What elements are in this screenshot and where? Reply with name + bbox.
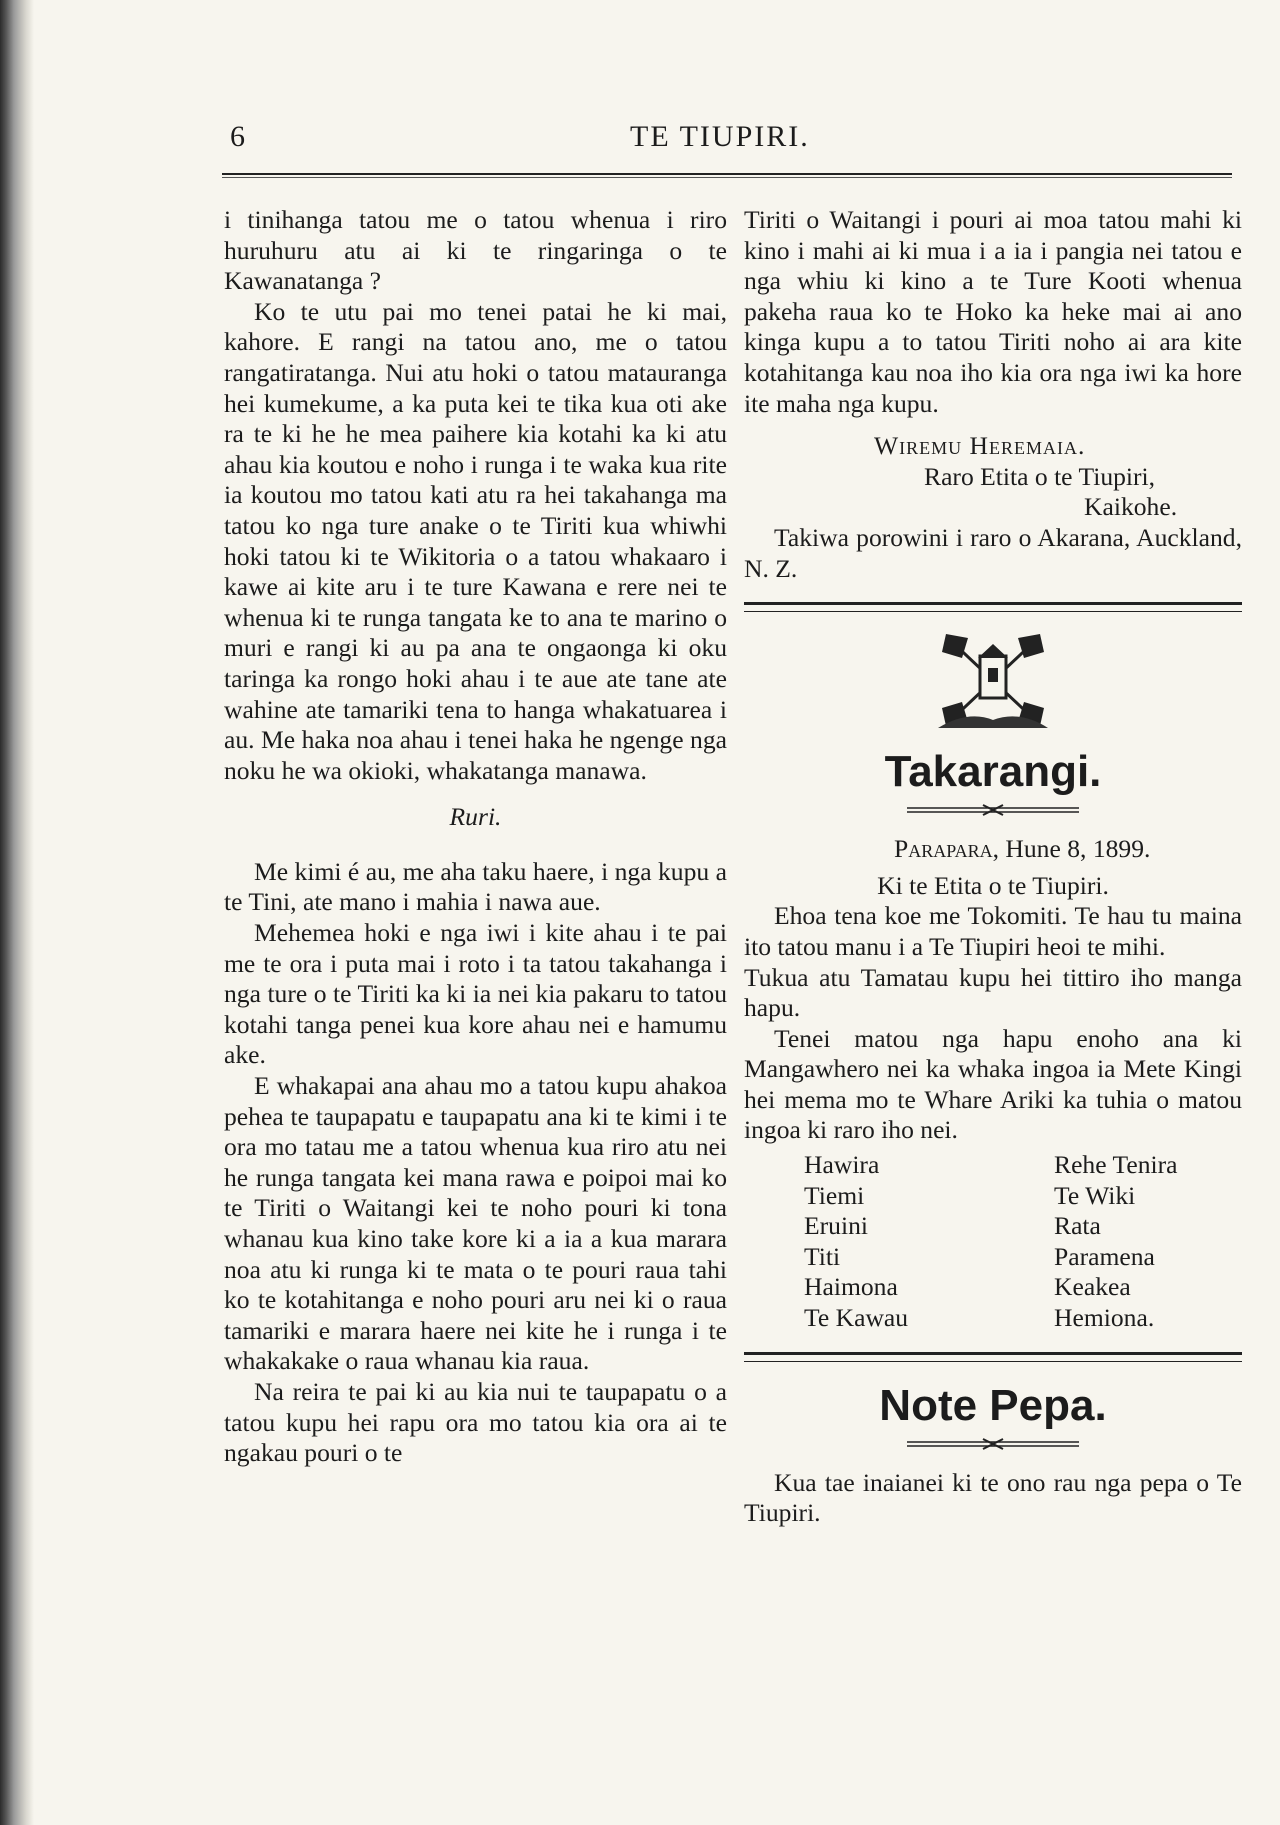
signatory-names	[744, 1150, 1242, 1334]
page-header	[230, 120, 1230, 160]
right-column	[744, 205, 1242, 1529]
name-entry: Te Kawau	[804, 1303, 909, 1333]
name-entry: Hemiona.	[1054, 1303, 1155, 1333]
paragraph: Tenei matou nga hapu enoho ana ki Mangawhero nei ka whaka ingoa ia Mete Kingi hei mema mo te Whare Ariki ka tuhia o matou ingoa ki raro iho nei.	[744, 1023, 1242, 1145]
paragraph: Mehemea hoki e nga iwi i kite ahau i te pai me te ora i puta mai i roto i ta tatou takahanga i nga ture o te Tiriti ka ki ia nei kia pakaru to tatou kotahi tanga penei kua kore ahau nei e hamumu ake.	[224, 918, 727, 1070]
paragraph: Tiriti o Waitangi i pouri ai moa tatou mahi ki kino i mahi ai ki mua i a ia i pangia nei tatou e nga whiu ki kino a te Ture Kooti whenua pakeha raua ko te Hoko ka heke mai ai ano kinga kupu a to tatou Tiriti noho ai ara kite kotahitanga kau noa iho kia ora nga iwi ka hore ite maha nga kupu.	[744, 205, 1242, 418]
salutation: Ki te Etita o te Tiupiri.	[877, 870, 1109, 900]
windmill-emblem-icon	[928, 628, 1058, 738]
address-line: Raro Etita o te Tiupiri,	[924, 461, 1156, 491]
address-line: Takiwa porowini i raro o Akarana, Auckland, N. Z.	[744, 522, 1242, 583]
paragraph: Ehoa tena koe me Tokomiti. Te hau tu maina ito tatou manu i a Te Tiupiri heoi te mihi.	[744, 901, 1242, 961]
name-entry: Haimona	[804, 1272, 898, 1302]
paragraph: Kua tae inaianei ki te ono rau nga pepa o Te Tiupiri.	[744, 1467, 1242, 1528]
paragraph: Na reira te pai ki au kia nui te taupapatu o a tatou kupu hei rapu ora mo tatou kia ora ai te ngakau pouri o te	[224, 1376, 727, 1468]
paragraph: Me kimi é au, me aha taku haere, i nga kupu a te Tini, ate mano i mahia i nawa aue.	[224, 856, 727, 917]
page-number: 6	[230, 120, 245, 153]
paragraph: i tinihanga tatou me o tatou whenua i riro huruhuru atu ai ki te ringaringa o te Kawanatanga ?	[224, 205, 727, 296]
name-entry: Keakea	[1054, 1272, 1131, 1302]
left-column	[224, 205, 727, 1469]
name-entry: Hawira	[804, 1150, 880, 1180]
section-title-ruri: Ruri.	[449, 802, 502, 832]
name-entry: Tiemi	[804, 1180, 865, 1210]
section-divider	[744, 1352, 1242, 1362]
dateline-date: Hune 8, 1899.	[1005, 834, 1151, 864]
page-binding-edge	[0, 0, 34, 1825]
section-title-takarangi: Takarangi.	[884, 747, 1102, 797]
name-entry: Eruini	[804, 1211, 868, 1241]
signature: Wiremu Heremaia.	[874, 431, 1086, 461]
section-divider	[744, 602, 1242, 612]
header-rule-thin	[222, 177, 1232, 178]
section-title-note-pepa: Note Pepa.	[879, 1380, 1107, 1430]
address-line: Kaikohe.	[1084, 492, 1178, 522]
paragraph: Tukua atu Tamatau kupu hei tittiro iho manga hapu.	[744, 962, 1242, 1023]
dateline-place: Parapara,	[894, 834, 999, 864]
name-entry: Titi	[804, 1241, 841, 1271]
ornament-divider-icon	[903, 1438, 1083, 1450]
paragraph: Ko te utu pai mo tenei patai he ki mai, kahore. E rangi na tatou ano, me o tatou rangatiratanga. Nui atu hoki o tatou matauranga hei kumekume, a ka puta kei te tika kua oti ake ra te ki he he mea paihere kia kotahi ka ki atu ahau kia koutou e noho i runga i te waka kua rite ia koutou mo tatou kati atu ra hei takahanga ma tatou ko nga ture anake o te Tiriti kua whiwhi hoki tatou ki te Wikitoria o a tatou whakaaro i kawe ai kite aru i te ture Kawana e rere nei te whenua ki te runga tangata ke to ana te marino o muri e rangi ki au pa ana te ongaonga ki oku taringa ka rongo hoki ahau i te aue ate tane ate wahine ate tamariki tena to hanga whakatuarea i au. Me haka noa ahau i tenei haka he ngenge nga noku he wa okioki, whakatanga manawa.	[224, 296, 727, 785]
page-title: TE TIUPIRI.	[630, 120, 810, 153]
dateline	[744, 834, 1242, 865]
name-entry: Te Wiki	[1054, 1180, 1136, 1210]
name-entry: Rehe Tenira	[1054, 1150, 1178, 1180]
paragraph: E whakapai ana ahau mo a tatou kupu ahakoa pehea te taupapatu e taupapatu ana ki te kimi i te ora mo tatau me a tatou whenua kua riro atu nei he runga tangata kei mana rawa e poipoi mai ko te Tiriti o Waitangi kei te noho pouri ki tona whanau kua kino take kore ki a ia a kua marara noa atu ki runga ki te mata o te pouri raua tahi ko te kotahitanga e noho pouri aru nei ki o raua tamariki e marara haere nei kite he i runga i te whakakake o raua whanau kia raua.	[224, 1071, 727, 1376]
name-entry: Paramena	[1054, 1241, 1155, 1271]
ornament-divider-icon	[903, 804, 1083, 816]
header-rule	[222, 173, 1232, 175]
name-entry: Rata	[1054, 1211, 1101, 1241]
